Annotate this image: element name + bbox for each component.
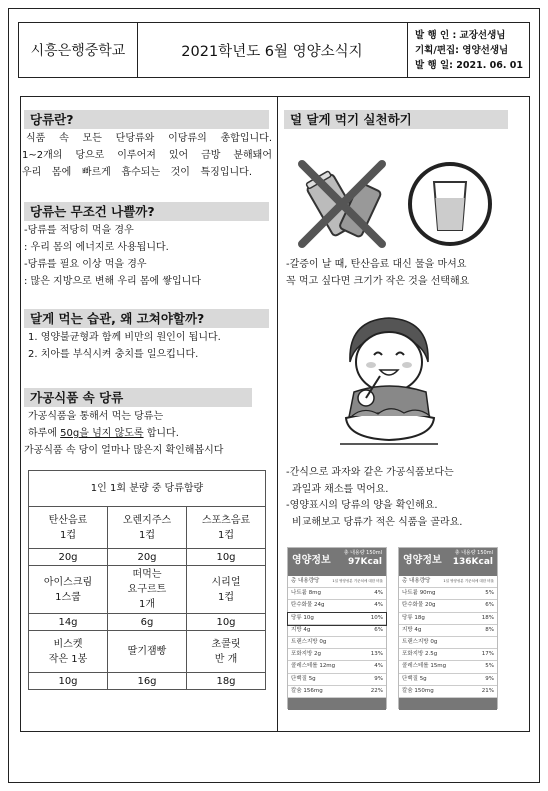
nutrition-label-1 — [287, 547, 387, 709]
table-cell: 떠먹는 요구르트 1개 — [108, 566, 187, 614]
nutrient-name: 총 내용량당 — [291, 578, 320, 584]
nutrient-percent: 21% — [481, 687, 494, 694]
column-divider — [277, 96, 278, 732]
editor-line: 기획/편집: 영양선생님 — [415, 44, 509, 56]
table-cell: 탄산음료 1컵 — [29, 507, 108, 549]
table-cell: 6g — [108, 614, 187, 631]
sec4-line-3: 가공식품 속 당이 얼마나 많은지 확인해봅시다 — [24, 445, 224, 456]
publication-info — [407, 23, 529, 77]
sec1-line-3: 우리 몸에 빠르게 흡수되는 것이 특징입니다. — [22, 167, 252, 178]
nutrient-name: 총 내용량당 — [402, 578, 431, 584]
nutrient-name: 칼슘 156mg — [291, 687, 323, 694]
nutrient-percent: 4% — [374, 602, 383, 609]
nutrient-name: 포화지방 2g — [291, 651, 321, 658]
section-title-processed-food-sugar: 가공식품 속 당류 — [24, 388, 252, 407]
nutrition-label-serving: 총 내용량 150ml — [454, 550, 493, 556]
nutrient-percent: 6% — [374, 626, 383, 633]
table-cell: 시리얼 1컵 — [187, 566, 266, 614]
crossed-soda-can-icon — [296, 158, 388, 250]
nutrient-percent: 17% — [481, 651, 494, 658]
table-cell: 딸기잼빵 — [108, 631, 187, 673]
nutrition-label-2 — [398, 547, 498, 709]
table-cell: 비스켓 작은 1봉 — [29, 631, 108, 673]
nutrient-name: 콜레스테롤 15mg — [402, 663, 447, 670]
nutrition-label-kcal: 136Kcal — [452, 557, 493, 567]
header-box — [18, 22, 530, 78]
table-title: 1인 1회 분량 중 당류함량 — [29, 471, 266, 507]
publisher-line: 발 행 인 : 교장선생님 — [415, 29, 506, 41]
nutrient-name: 탄수화물 24g — [291, 602, 325, 609]
sec3-line-1: 1. 영양불균형과 함께 비만의 원인이 됩니다. — [28, 332, 221, 343]
table-cell: 오렌지주스 1컵 — [108, 507, 187, 549]
nutrient-percent: 5% — [485, 663, 494, 670]
nutrient-name: 단백질 5g — [291, 675, 316, 682]
table-cell: 10g — [187, 614, 266, 631]
sec4-line-2: 하루에 50g을 넘지 않도록 합니다. — [28, 428, 179, 439]
nutrient-percent: 9% — [374, 675, 383, 682]
nutrient-percent: 4% — [374, 663, 383, 670]
nutrition-label-serving: 총 내용량 150ml — [343, 550, 382, 556]
table-cell: 10g — [29, 673, 108, 690]
tip1-line-1: -갈증이 날 때, 탄산음료 대신 물을 마셔요 — [286, 259, 467, 270]
table-cell: 20g — [108, 549, 187, 566]
table-cell: 10g — [187, 549, 266, 566]
newsletter-title: 2021학년도 6월 영양소식지 — [137, 23, 408, 77]
nutrition-label-title: 영양정보 — [292, 555, 331, 566]
nutrient-percent: 1일 영양성분 기준치에 대한 비율 — [443, 579, 494, 583]
table-cell: 초콜릿 반 개 — [187, 631, 266, 673]
tip1-line-2: 꼭 먹고 싶다면 크기가 작은 것을 선택해요 — [286, 276, 470, 287]
nutrient-name: 포화지방 2.5g — [402, 651, 438, 658]
sec2-line-4: : 많은 지방으로 변해 우리 몸에 쌓입니다 — [24, 276, 202, 287]
date-line: 발 행 일: 2021. 06. 01 — [415, 59, 523, 71]
sec2-line-3: -당류를 필요 이상 먹을 경우 — [24, 259, 147, 270]
nutrient-name: 나트륨 90mg — [402, 590, 436, 597]
sec1-line-2: 1~2개의 당으로 이루어져 있어 금방 분해돼어 — [22, 150, 272, 161]
nutrient-name: 당류 10g — [291, 614, 314, 621]
nutrient-name: 콜레스테롤 12mg — [291, 663, 336, 670]
nutrient-name: 탄수화물 20g — [402, 602, 436, 609]
nutrient-percent: 13% — [370, 651, 383, 658]
nutrition-label-footer — [399, 698, 497, 710]
nutrition-label-header — [399, 548, 497, 576]
section-title-is-sugar-bad: 당류는 무조건 나쁠까? — [24, 202, 269, 221]
nutrient-name: 트랜스지방 0g — [291, 638, 327, 645]
nutrient-name: 지방 4g — [402, 626, 422, 633]
table-cell: 18g — [187, 673, 266, 690]
section-title-sweet-habit: 달게 먹는 습관, 왜 고쳐야할까? — [24, 309, 269, 328]
sugar-content-table — [28, 470, 266, 690]
nutrient-percent: 4% — [374, 590, 383, 597]
tip2-line-1: -간식으로 과자와 같은 가공식품보다는 — [286, 467, 454, 478]
table-cell: 스포츠음료 1컵 — [187, 507, 266, 549]
nutrient-percent: 10% — [370, 614, 383, 621]
sugar-row-highlight — [288, 613, 386, 625]
nutrient-name: 단백질 5g — [402, 675, 427, 682]
nutrient-percent: 6% — [485, 602, 494, 609]
nutrient-percent: 9% — [485, 675, 494, 682]
nutrition-label-header — [288, 548, 386, 576]
table-cell: 16g — [108, 673, 187, 690]
child-eating-salad-icon — [334, 310, 444, 448]
tip2-line-3: -영양표시의 당류의 양을 확인해요. — [286, 500, 438, 511]
sec3-line-2: 2. 치아를 부식시켜 충치를 일으킵니다. — [28, 349, 199, 360]
nutrient-percent: 5% — [485, 590, 494, 597]
nutrition-label-kcal: 97Kcal — [348, 557, 382, 567]
tip2-line-2: 과일과 채소를 먹어요. — [292, 484, 389, 495]
nutrient-name: 칼슘 150mg — [402, 687, 434, 694]
table-cell: 14g — [29, 614, 108, 631]
table-cell: 아이스크림 1스쿱 — [29, 566, 108, 614]
section-title-eat-less-sweet: 덜 달게 먹기 실천하기 — [284, 110, 508, 129]
nutrient-name: 지방 4g — [291, 626, 311, 633]
sec2-line-2: : 우리 몸의 에너지로 사용됩니다. — [24, 242, 169, 253]
school-name: 시흥은행중학교 — [19, 23, 138, 77]
nutrition-label-title: 영양정보 — [403, 555, 442, 566]
nutrient-percent: 8% — [485, 626, 494, 633]
nutrient-percent: 18% — [481, 614, 494, 621]
nutrition-label-footer — [288, 698, 386, 710]
sec4-line-1: 가공식품을 통해서 먹는 당류는 — [28, 411, 164, 422]
nutrient-name: 당류 18g — [402, 614, 425, 621]
sec1-line-1: 식품 속 모든 단당류와 이당류의 총합입니다. — [26, 133, 272, 144]
nutrient-name: 나트륨 8mg — [291, 590, 322, 597]
section-title-what-is-sugar: 당류란? — [24, 110, 269, 129]
nutrient-percent: 1일 영양성분 기준치에 대한 비율 — [332, 579, 383, 583]
water-glass-icon — [406, 160, 494, 248]
table-cell: 20g — [29, 549, 108, 566]
nutrient-percent: 22% — [370, 687, 383, 694]
tip2-line-4: 비교해보고 당류가 적은 식품을 골라요. — [292, 517, 463, 528]
nutrient-name: 트랜스지방 0g — [402, 638, 438, 645]
sec2-line-1: -당류를 적당히 먹을 경우 — [24, 225, 134, 236]
